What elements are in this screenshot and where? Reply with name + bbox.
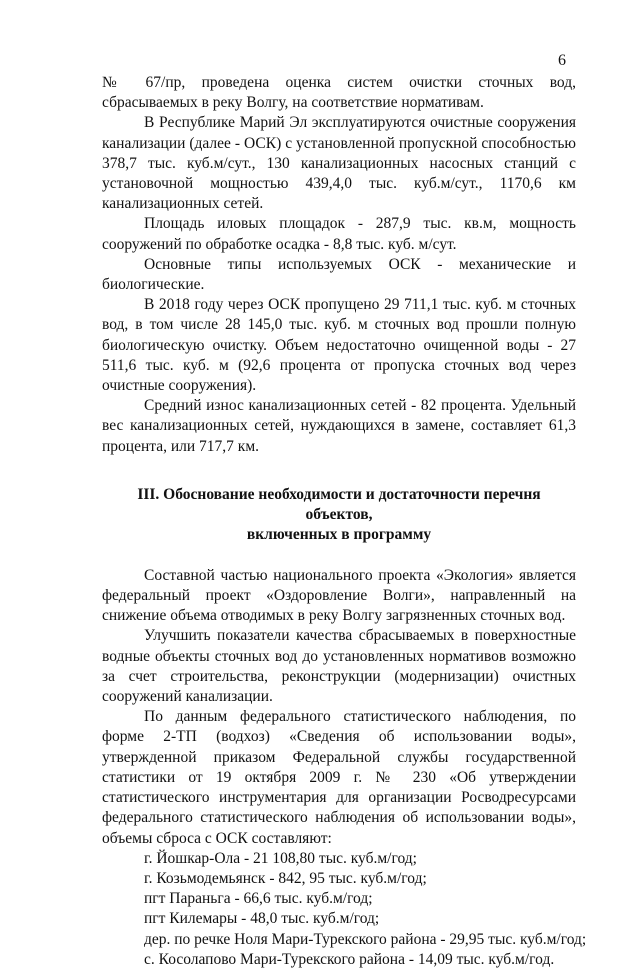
paragraph-national-project: Составной частью национального проекта «Экология» является федеральный проект «Оздоровление Волги», направленный на снижение объема отводимых в реку Волгу загрязненных сточных вод. (102, 566, 576, 625)
section-heading-line-1: III. Обоснование необходимости и достаточности перечня объектов, (137, 485, 541, 523)
list-item: пгт Килемары - 48,0 тыс. куб.м/год; (144, 910, 380, 928)
list-item: дер. по речке Ноля Мари-Турекского района - 29,95 тыс. куб.м/год; (144, 930, 587, 948)
discharge-list (102, 849, 587, 970)
paragraph-sludge-sites: Площадь иловых площадок - 287,9 тыс. кв.м, мощность сооружений по обработке осадка - 8,8 тыс. куб. м/сут. (102, 215, 576, 253)
paragraph-treatment-types: Основные типы используемых ОСК - механические и биологические. (102, 255, 576, 294)
list-item: г. Йошкар-Ола - 21 108,80 тыс. куб.м/год; (144, 849, 417, 867)
paragraph-treatment-facilities: В Республике Марий Эл эксплуатируются очистные сооружения канализации (далее - ОСК) с установленной пропускной способностью 378,7 тыс. куб.м/сут., 130 канализационных насосных станций с установочной мощностью 439,4,0 тыс. куб.м/сут., 1170,6 км канализационных сетей. (102, 114, 576, 213)
paragraph-2018-volumes: В 2018 году через ОСК пропущено 29 711,1 тыс. куб. м сточных вод, в том числе 28 145,0 тыс. куб. м сточных вод прошли полную биологическую очистку. Объем недостаточно очищенной воды - 27 511,6 тыс. куб. м (92,6 процента от пропуска сточных вод через очистные сооружения). (102, 296, 576, 395)
page-number: 6 (558, 52, 566, 69)
paragraph-statistics: По данным федерального статистического наблюдения, по форме 2-ТП (водхоз) «Сведения об использовании воды», утвержденной приказом Федеральной службы государственной статистики от 19 октября 2009 г. № 230 «Об утверждении статистического инструментария для организации Росводресурсами федерального статистического наблюдения об использовании воды», объемы сброса с ОСК составляют: (102, 708, 576, 847)
section-heading-line-2: включенных в программу (246, 525, 432, 543)
document-body (102, 73, 587, 970)
list-item: с. Косолапово Мари-Турекского района - 14,09 тыс. куб.м/год. (144, 950, 555, 968)
paragraph-order-reference: № 67/пр, проведена оценка систем очистки сточных вод, сбрасываемых в реку Волгу, на соответствие нормативам. (102, 74, 576, 112)
list-item: г. Козьмодемьянск - 842, 95 тыс. куб.м/год; (144, 869, 427, 887)
section-heading (102, 485, 576, 545)
paragraph-network-wear: Средний износ канализационных сетей - 82 процента. Удельный вес канализационных сетей, нуждающихся в замене, составляет 61,3 процента, или 717,7 км. (102, 397, 576, 455)
list-item: пгт Параньга - 66,6 тыс. куб.м/год; (144, 890, 373, 908)
paragraph-improvement: Улучшить показатели качества сбрасываемых в поверхностные водные объекты сточных вод до установленных нормативов возможно за счет строительства, реконструкции (модернизации) очистных сооружений канализации. (102, 627, 576, 706)
